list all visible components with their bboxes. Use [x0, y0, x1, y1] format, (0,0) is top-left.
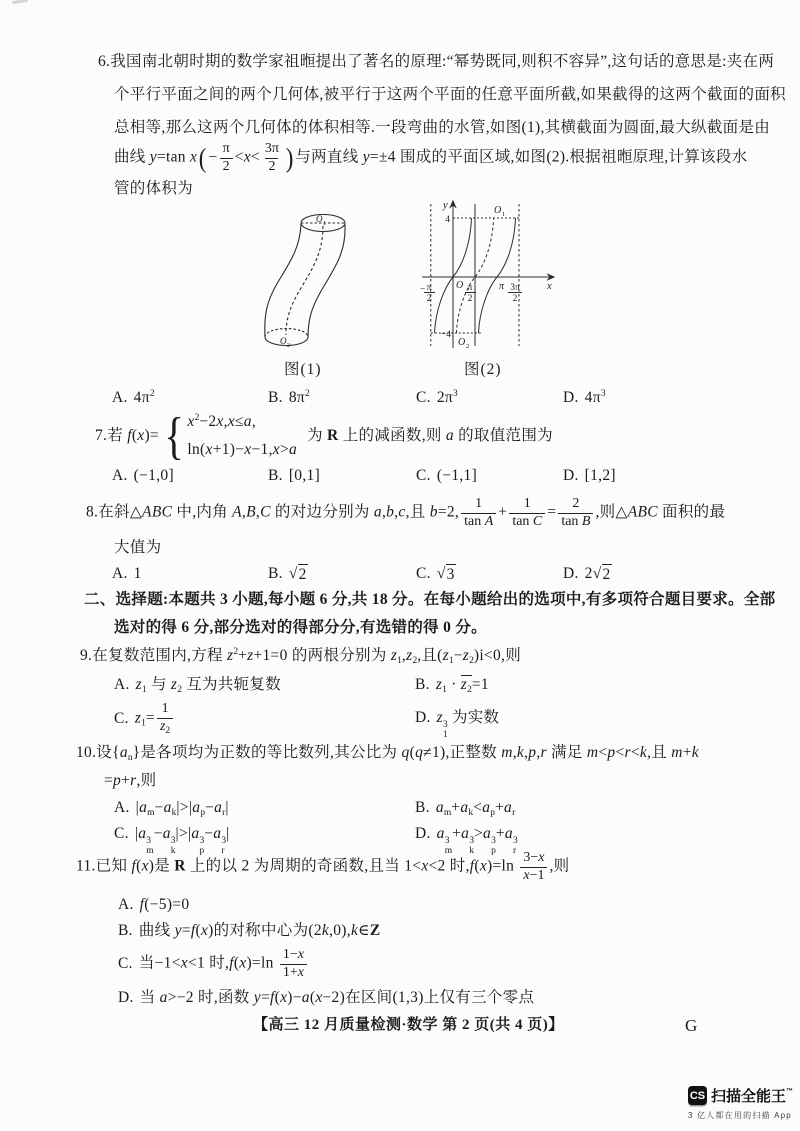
- option-value: $4\pi^2$: [133, 389, 155, 406]
- q8-line-1: [86, 492, 725, 534]
- fig2-right-frac-num: 3π: [510, 283, 520, 293]
- option-value: 曲线 y=f(x)的对称中心为(2k,0),k∈Z: [138, 922, 381, 939]
- option-label: C.: [114, 709, 129, 727]
- option-value: [1,2]: [584, 467, 616, 484]
- option-label: B.: [268, 389, 283, 406]
- watermark-title: [711, 1085, 793, 1106]
- option-label: D.: [415, 709, 431, 726]
- q8-line-2: 大值为: [114, 539, 162, 556]
- q11-option-d: [118, 988, 534, 1008]
- watermark-title-text: 扫描全能王: [711, 1088, 787, 1105]
- footer-g-mark: G: [685, 1016, 698, 1035]
- option-value: z1 · z2=1: [435, 676, 489, 695]
- q7-pre: 7.若 f(x)=: [95, 426, 159, 444]
- option-label: C.: [118, 954, 133, 972]
- fig2-tick-neg4: −4: [440, 330, 451, 340]
- section-2-header-line-1: 二、选择题:本题共 3 小题,每小题 6 分,共 18 分。在每小题给出的选项中,有多项符合题目要求。全部: [84, 591, 776, 608]
- q7-stem: [95, 408, 553, 464]
- q7-option-b: [268, 466, 320, 486]
- q9-option-a: [114, 675, 281, 696]
- figure-1-pipe: [250, 196, 390, 364]
- figure-2-caption: 图(2): [464, 361, 502, 378]
- q11-option-c: [118, 945, 309, 983]
- q7-post: 为 R 上的减函数,则 a 的取值范围为: [307, 426, 553, 444]
- q10-option-a: [114, 798, 229, 819]
- q6-line-5: 管的体积为: [114, 180, 194, 197]
- q7-option-d: [563, 466, 616, 486]
- q6-line-1: 6.我国南北朝时期的数学家祖暅提出了著名的原理:“幂势既同,则积不容异”,这句话的意思是:夹在两: [98, 53, 775, 70]
- option-value: 1: [133, 565, 142, 582]
- fig2-right-frac-den: 2: [512, 294, 518, 304]
- q6-line-4: [114, 139, 747, 177]
- option-value: $4\pi^3$: [584, 389, 606, 406]
- option-value: z 3 1 为实数: [436, 709, 500, 740]
- fig2-o1: O: [494, 205, 502, 216]
- q11-stem: [76, 848, 569, 886]
- fig2-mid-frac-num: π: [467, 283, 473, 293]
- q6-line-2: 个平行平面之间的两个几何体,被平行于这两个平面的任意平面所截,如果截得的这两个截面的面积: [114, 86, 786, 103]
- option-value: [0,1]: [288, 467, 321, 484]
- option-value: $8\pi^2$: [288, 389, 310, 406]
- fig2-y-label: y: [443, 200, 448, 211]
- q11-option-a: [118, 895, 189, 915]
- fig1-o1-label: O: [316, 214, 323, 224]
- q6-option-a: [112, 388, 155, 408]
- option-label: D.: [118, 989, 134, 1006]
- fig2-origin: O: [456, 280, 464, 291]
- q8-option-d: [563, 564, 612, 585]
- page-footer: 【高三 12 月质量检测·数学 第 2 页(共 4 页)】: [253, 1017, 564, 1033]
- q7-cases: [187, 412, 297, 460]
- option-label: D.: [563, 467, 579, 484]
- option-label: A.: [112, 389, 128, 406]
- fig2-o2: O: [458, 337, 466, 348]
- option-label: B.: [268, 467, 283, 484]
- q8-line-1-math: 8.在斜△ABC 中,内角 A,B,C 的对边分别为 a,b,c,且 b=2, $\frac{1}{\text{tan A}}$ + $\frac{1}{\text{tan C}}$ = $\frac{2}{\text{tan B}}$ ,则△ABC 面积的最: [86, 495, 726, 529]
- q10-line-1: [76, 743, 699, 764]
- option-label: B.: [415, 799, 430, 816]
- option-label: A.: [114, 676, 130, 693]
- option-label: C.: [416, 565, 431, 582]
- fig2-left-frac-den: 2: [426, 294, 432, 304]
- option-label: A.: [112, 467, 128, 484]
- option-value: am+ak<ap+ar: [435, 799, 516, 818]
- option-value: √ 3: [437, 565, 456, 582]
- trademark-symbol: ™: [786, 1088, 794, 1095]
- q7-option-c: [416, 466, 477, 486]
- option-label: A.: [118, 896, 134, 913]
- option-value: 2 √ 2: [585, 565, 612, 582]
- option-label: B.: [268, 565, 283, 582]
- option-label: A.: [114, 799, 130, 816]
- fig2-left-frac-sign: −: [420, 285, 426, 295]
- fig2-tick-4: 4: [445, 215, 450, 225]
- watermark-subtitle: 3 亿人都在用的扫描 App: [688, 1111, 792, 1120]
- figure-2-graph: [418, 196, 558, 358]
- q7-option-a: [112, 466, 174, 486]
- q6-option-c: [416, 388, 458, 408]
- fig1-o2-label: O: [280, 336, 287, 346]
- q6-line-3: 总相等,那么这两个几何体的体积相等.一段弯曲的水管,如图(1),其横截面为圆面,最大纵截面是由: [114, 119, 771, 136]
- pipe-left-edge: [265, 224, 301, 337]
- tan-branch-2: [479, 218, 516, 333]
- option-label: A.: [112, 565, 128, 582]
- q8-option-a: [112, 564, 142, 584]
- option-label: D.: [415, 825, 431, 842]
- option-value: a 3 m +a 3 k >a 3 p +a 3 r: [436, 825, 518, 856]
- option-label: B.: [415, 676, 430, 693]
- fig2-mid-frac-den: 2: [467, 294, 473, 304]
- q7-case-1: $x^2-2x,x\le a$,: [187, 412, 257, 430]
- option-value: 当 a>−2 时,函数 y=f(x)−a(x−2)在区间(1,3)上仅有三个零点: [139, 989, 535, 1006]
- option-value: 当−1<x<1 时,f(x)=ln $\frac{1-x}{1+x}$: [139, 947, 309, 981]
- pipe-centerline: [286, 226, 323, 335]
- fig2-x-label: x: [547, 281, 552, 292]
- q10-line-2: [104, 771, 156, 791]
- q7-case-2: ln(x+1)−x−1,x>a: [187, 441, 298, 458]
- scan-artifact: [12, 0, 28, 4]
- q9-stem: [80, 646, 521, 667]
- q10-line-1-math: 10.设{an}是各项均为正数的等比数列,其公比为 q(q≠1),正整数 m,k,p,r 满足 m<p<r<k,且 m+k: [76, 744, 699, 763]
- camscanner-logo-icon: CS: [688, 1086, 707, 1105]
- option-value: z1 与 z2 互为共轭复数: [135, 676, 281, 695]
- section-2-header-line-2: 选对的得 6 分,部分选对的得部分分,有选错的得 0 分。: [114, 619, 487, 636]
- option-value: (−1,1]: [436, 467, 478, 484]
- q6-option-d: [563, 388, 606, 408]
- option-value: |am−ak|>|ap−ar|: [135, 799, 229, 818]
- q10-line-2-math: =p+r,则: [104, 772, 157, 789]
- q11-option-b: [118, 921, 381, 941]
- q10-option-b: [415, 798, 515, 819]
- option-value: z1= $\frac{1}{z_2}$: [135, 701, 175, 737]
- q9-stem-math: 9.在复数范围内,方程 $z^2+z+1=0$ 的两根分别为 z1,z2,且(z1−z2)i<0,则: [80, 647, 521, 666]
- figure-1-caption: 图(1): [284, 361, 322, 378]
- option-value: |a 3 m −a 3 k |>|a 3 p −a 3 r |: [134, 825, 230, 856]
- pipe-right-edge: [308, 225, 345, 337]
- option-value: √ 2: [289, 565, 308, 582]
- q7-brace: {: [164, 406, 185, 464]
- option-label: B.: [118, 922, 133, 939]
- option-label: C.: [416, 467, 431, 484]
- option-value: (−1,0]: [133, 467, 174, 484]
- q11-stem-math: 11.已知 f(x)是 R 上的以 2 为周期的奇函数,且当 1<x<2 时,f(x)=ln $\frac{3-x}{x-1}$ ,则: [76, 849, 570, 883]
- q9-option-c: [114, 700, 175, 738]
- q8-option-b: [268, 564, 308, 585]
- option-label: D.: [563, 565, 579, 582]
- option-value: f(−5)=0: [139, 896, 190, 913]
- fig1-o2-sub: 2: [287, 343, 290, 349]
- fig2-pi-tick: π: [499, 281, 505, 292]
- option-label: C.: [416, 389, 431, 406]
- q8-option-c: [416, 564, 456, 585]
- q9-option-d: [415, 708, 499, 740]
- scanner-watermark: [688, 1085, 796, 1121]
- q6-line-4-math: 曲线 y=tan x( − $\frac{\pi}{2}$ <x< $\frac{3\pi}{2}$ ) 与两直线 y=±4 围成的平面区域,如图(2).根据祖暅原理,计算该段水: [114, 140, 748, 174]
- fig2-left-frac-num: π: [426, 283, 432, 293]
- q9-option-b: [415, 675, 489, 696]
- watermark-row: [688, 1085, 796, 1106]
- fig1-o1-sub: 1: [323, 221, 326, 227]
- option-value: $2\pi^3$: [436, 389, 458, 406]
- fig2-o1-sub: 1: [502, 211, 506, 218]
- q6-option-b: [268, 388, 310, 408]
- fig2-o2-sub: 2: [466, 343, 470, 350]
- option-label: C.: [114, 825, 129, 842]
- option-label: D.: [563, 389, 579, 406]
